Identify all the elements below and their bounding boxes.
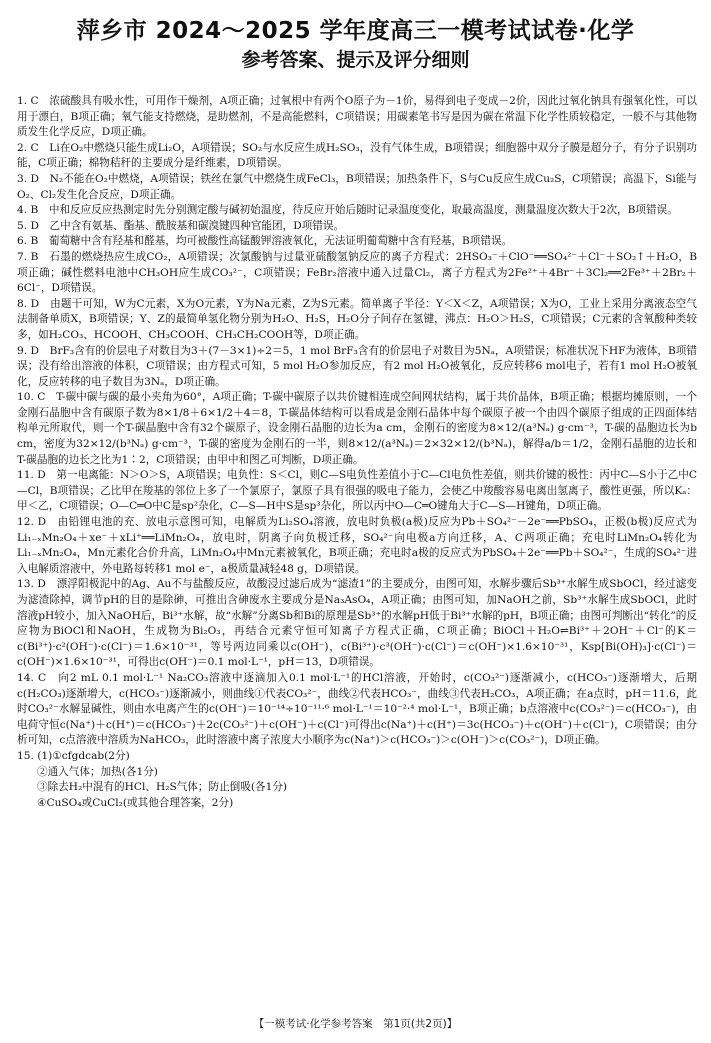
page-footer: 【一模考试·化学参考答案 第1页(共2页)】 — [253, 1018, 458, 1030]
answer-item-15: 15. (1)①cfgdcab(2分) — [17, 749, 130, 762]
answer-item: 10. C T-碳中碳与碳的最小夹角为60°，A项正确；T-碳中碳原子以共价键相连成空间网状结构，属于共价晶体，B项正确；根据均摊原则，一个金刚石晶胞中含有碳原子数为8×1/8＋6×1/2＋4＝8，T-碳晶体结构可以看成是金刚石晶体中每个碳原子被一个由四个碳原子组成的正四面体结构单元所取代，则一个T-碳晶胞中含有32个碳原子，设金刚石晶胞的边长为a cm，金刚石的密度为8×12/(a³Nₐ) g·cm⁻³，T-碳的晶胞边长为b cm，密度为32×12/(b³Nₐ) g·cm⁻³，T-碳的密度为金刚石的一半，则8×12/(a³Nₐ)＝2×32×12/(b³Nₐ)，解得a/b＝1/2，金刚石晶胞的边长和T-碳晶胞的边长之比为1∶2，C项错误；由甲中和图乙可判断，D项正确。 — [17, 391, 697, 466]
answer-item: 13. D 漂浮阳极泥中的Ag、Au不与盐酸反应，故酸浸过滤后成为“滤渣1”的主要成分，由图可知，水解步骤后Sb³⁺水解生成SbOCl，经过滤变为滤渣除掉，调节pH的目的是除砷，可推出含砷废水主要成分是Na₃AsO₄，A项正确；由图可知，加NaOH之前，Sb³⁺水解生成SbOCl，此时溶液pH较小，加入NaOH后，Bi³⁺水解，故“水解”分离Sb和Bi的原理是Sb³⁺的水解pH低于Bi³⁺水解的pH，B项正确；由图可判断出“转化”的反应物为BiOCl和NaOH，生成物为Bi₂O₃，再结合元素守恒可知离子方程式正确，C项正确；BiOCl＋H₂O⇌Bi³⁺＋2OH⁻＋Cl⁻的K＝c(Bi³⁺)·c²(OH⁻)·c(Cl⁻)＝1.6×10⁻³¹，等号两边同乘以c(OH⁻)，c(Bi³⁺)·c³(OH⁻)·c(Cl⁻)＝c(OH⁻)×1.6×10⁻³¹，Ksp[Bi(OH)₃]·c(Cl⁻)＝c(OH⁻)×1.6×10⁻³¹，可得出c(OH⁻)＝0.1 mol·L⁻¹，pH＝13，D项错误。 — [17, 578, 697, 669]
page-subtitle: 参考答案、提示及评分细则 — [241, 49, 470, 71]
answer-item: 1. C 浓硫酸具有吸水性，可用作干燥剂，A项正确；过氧根中有两个O原子为－1价，易得到电子变成－2价，因此过氧化钠具有强氧化性，可以用于漂白，B项正确；氧气能支持燃烧，是助燃剂，不是高能燃料，C项错误；用碳素笔书写是因为碳在常温下化学性质较稳定，一般不与其他物质发生化学反应，D项正确。 — [17, 95, 697, 139]
answer-item: 11. D 第一电离能：N＞O＞S，A项错误；电负性：S＜Cl，则C—S电负性差值小于C—Cl电负性差值，则共价键的极性：丙中C—S小于乙中C—Cl，B项错误；乙比甲在羧基的邻位上多了一个氯原子，氯原子具有很强的吸电子能力，会使乙中羧酸容易电离出氢离子，酸性更强，所以Kₐ：甲＜乙，C项错误；O—C═O中C是sp²杂化，C—S—H中S是sp³杂化，所以丙中O—C═O键角大于C—S—H键角，D项正确。 — [17, 469, 697, 513]
answer-subitem: ③除去H₂中混有的HCl、H₂S气体；防止倒吸(各1分) — [37, 781, 288, 794]
answer-item: 12. D 由铅锂电池的充、放电示意图可知，电解质为Li₂SO₄溶液，放电时负极(a极)反应为Pb＋SO₄²⁻－2e⁻══PbSO₄，正极(b极)反应式为Li₁₋ₓMn₂O₄＋xe⁻＋xLi⁺══LiMn₂O₄，放电时，阴离子向负极迁移，SO₄²⁻向电极a方向迁移，A、C两项正确；充电时LiMn₂O₄转化为Li₁₋ₓMn₂O₄，Mn元素化合价升高，LiMn₂O₄中Mn元素被氧化，B项正确；充电时a极的反应式为PbSO₄＋2e⁻══Pb＋SO₄²⁻，生成的SO₄²⁻进入电解质溶液中，外电路每转移1 mol e⁻，a极质量减轻48 g，D项错误。 — [17, 516, 697, 575]
answer-item: 14. C 向2 mL 0.1 mol·L⁻¹ Na₂CO₃溶液中逐滴加入0.1 mol·L⁻¹的HCl溶液，开始时，c(CO₃²⁻)逐渐减小，c(HCO₃⁻)逐渐增大，后期c(H₂CO₃)逐渐增大，c(HCO₃⁻)逐渐减小，则曲线①代表CO₃²⁻，曲线②代表HCO₃⁻，曲线③代表H₂CO₃，A项正确；在a点时，pH＝11.6，此时CO₃²⁻水解显碱性，则由水电离产生的c(OH⁻)＝10⁻¹⁴÷10⁻¹¹·⁶ mol·L⁻¹＝10⁻²·⁴ mol·L⁻¹，B项正确；b点溶液中c(CO₃²⁻)＝c(HCO₃⁻)，由电荷守恒c(Na⁺)＋c(H⁺)＝c(HCO₃⁻)＋2c(CO₃²⁻)＋c(OH⁻)＋c(Cl⁻)可得出c(Na⁺)＋c(H⁺)＝3c(HCO₃⁻)＋c(OH⁻)＋c(Cl⁻)，C项错误；由分析可知，c点溶液中溶质为NaHCO₃，此时溶液中离子浓度大小顺序为c(Na⁺)＞c(HCO₃⁻)＞c(OH⁻)＞c(CO₃²⁻)，D项正确。 — [17, 671, 697, 747]
answer-item: 2. C Li在O₂中燃烧只能生成Li₂O，A项错误；SO₂与水反应生成H₂SO₃，没有气体生成，B项错误；细胞器中双分子膜是超分子，有分子识别功能，C项正确；棉物秸秆的主要成分是纤维素，D项错误。 — [17, 141, 697, 170]
page-title: 萍乡市 2024～2025 学年度高三一模考试试卷·化学 — [76, 18, 635, 44]
answer-item: 9. D BrF₃含有的价层电子对数目为3＋(7－3×1)÷2＝5，1 mol BrF₃含有的价层电子对数目为5Nₐ，A项错误；标准状况下HF为液体，B项错误；没有给出溶液的体积，C项错误；由方程式可知，5 mol H₂O参加反应，有2 mol H₂O被氧化，反应转移6 mol电子，若有1 mol H₂O被氧化，反应转移的电子数目为3Nₐ，D项正确。 — [17, 344, 697, 388]
answer-item: 8. D 由题干可知，W为C元素，X为O元素，Y为Na元素，Z为S元素。简单离子半径：Y＜X＜Z，A项错误；X为O，工业上采用分离液态空气法制备单质X，B项错误；Y、Z的最简单氢化物分别为H₂O、H₂S，H₂O分子间存在氢键，沸点：H₂O＞H₂S，C项错误；C元素的含氧酸种类较多，如H₂CO₃、HCOOH、CH₃COOH、CH₃CH₂COOH等，D项正确。 — [17, 297, 697, 341]
answer-item: 4. B 中和反应反应热测定时先分别测定酸与碱初始温度，待反应开始后随时记录温度变化，取最高温度，测量温度次数大于2次，B项错误。 — [17, 204, 678, 217]
answer-item: 3. D N₂不能在O₂中燃烧，A项错误；铁丝在氯气中燃烧生成FeCl₃，B项错误；加热条件下，S与Cu反应生成Cu₂S，C项错误；高温下，Si能与O₂、Cl₂发生化合反应，D项正确。 — [17, 172, 697, 201]
answer-subitem: ②通入气体；加热(各1分) — [37, 765, 158, 778]
answer-item: 5. D 乙中含有氨基、酯基、酰胺基和碳溴键四种官能团，D项错误。 — [17, 219, 345, 232]
answer-subitem: ④CuSO₄或CuCl₂(或其他合理答案，2分) — [37, 796, 234, 809]
answer-item: 6. B 葡萄糖中含有羟基和醛基，均可被酸性高锰酸钾溶液氧化，无法证明葡萄糖中含有羟基，B项错误。 — [17, 235, 513, 248]
answer-item: 7. B 石墨的燃烧热应生成CO₂，A项错误；次氯酸钠与过量亚硫酸氢钠反应的离子方程式：2HSO₃⁻＋ClO⁻══SO₄²⁻＋Cl⁻＋SO₂↑＋H₂O，B项正确；碱性燃料电池中CH₃OH应生成CO₃²⁻，C项错误；FeBr₂溶液中通入过量Cl₂，离子方程式为2Fe²⁺＋4Br⁻＋3Cl₂══2Fe³⁺＋2Br₂＋6Cl⁻，D项错误。 — [17, 250, 697, 295]
answer-body — [17, 94, 697, 811]
